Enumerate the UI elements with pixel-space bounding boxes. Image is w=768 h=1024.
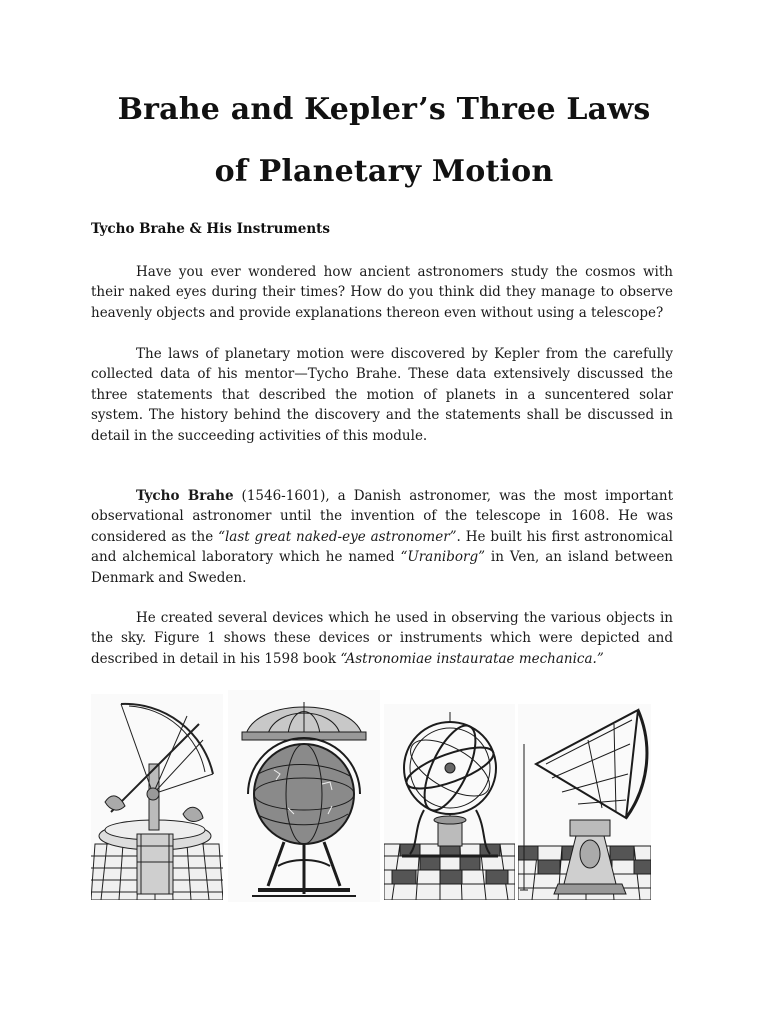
sextant-instrument-illustration [518,704,651,900]
paragraph-3 [91,486,673,588]
paragraph-3-quote-a: “last great naked-eye astronomer” [218,528,457,545]
quadrant-instrument-illustration [91,694,223,900]
paragraph-2 [91,344,673,446]
tycho-brahe-name: Tycho Brahe [136,488,234,504]
paragraph-4 [91,608,673,669]
paragraph-4-book-title: “Astronomiae instauratae mechanica.” [340,650,604,667]
title-line-2: of Planetary Motion [214,154,554,189]
instrument-figures [91,690,651,902]
paragraph-4-text-a: He created several devices which he used in observing the various objects in the sky. Figure 1 shows these devices or instruments which were depicted and described in detail in his 1598 book [91,610,673,667]
section-heading: Tycho Brahe & His Instruments [91,221,331,237]
paragraph-3-text-c: in Ven, an island between Denmark and Sweden. [91,549,673,586]
title-line-1: Brahe and Kepler’s Three Laws [117,92,651,127]
paragraph-1 [91,262,673,323]
paragraph-3-quote-b: “Uraniborg” [400,549,485,566]
paragraph-2-text: The laws of planetary motion were discovered by Kepler from the carefully collected data of his mentor—Tycho Brahe. These data extensively discussed the three statements that described the motion of planets in a suncentered solar system. The history behind the discovery and the statements shall be discussed in detail in the succeeding activities of this module. [91,346,673,444]
paragraph-3-text-a: (1546-1601), a Danish astronomer, was the most important observational astronomer until the invention of the telescope in 1608. He was considered as the [91,488,673,545]
armillary-sphere-illustration [384,704,515,900]
paragraph-3-text-b: . He built his first astronomical and alchemical laboratory which he named [91,528,673,566]
paragraph-1-text: Have you ever wondered how ancient astronomers study the cosmos with their naked eyes during their times? How do you think did they manage to observe heavenly objects and provide explanations thereon even without using a telescope? [91,264,673,321]
celestial-globe-illustration [228,690,380,902]
